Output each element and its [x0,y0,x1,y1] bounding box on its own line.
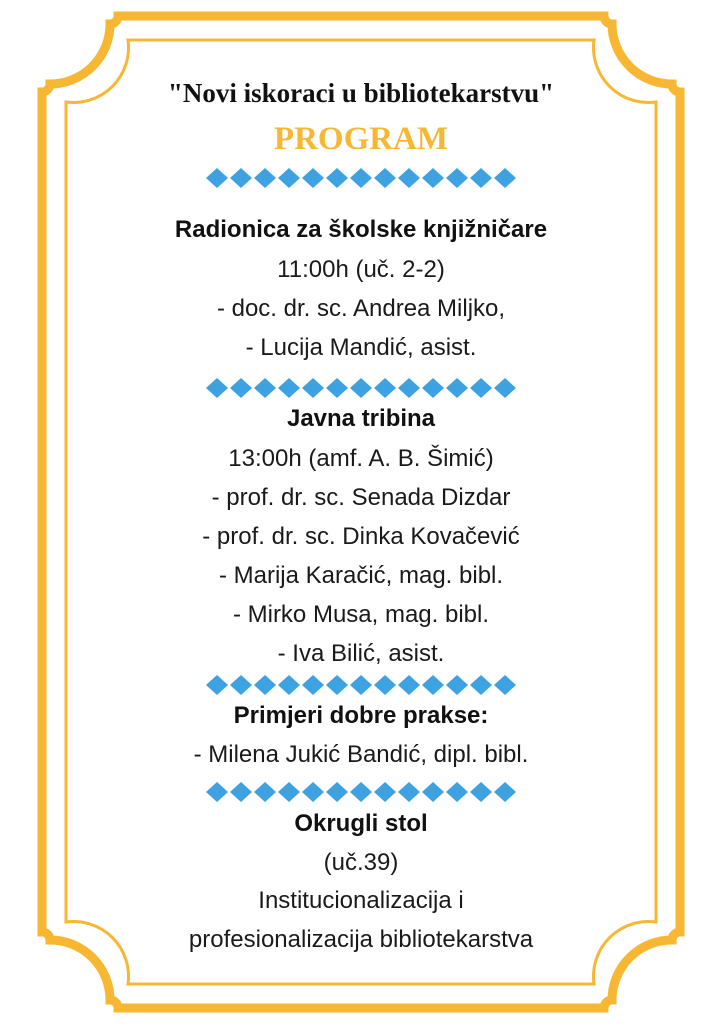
diamond-icon [350,378,372,398]
diamond-icon [326,168,348,188]
diamond-icon [278,168,300,188]
diamond-icon [230,168,252,188]
diamond-icon [326,378,348,398]
diamond-icon [206,168,228,188]
diamond-separator [0,377,722,399]
diamond-icon [374,168,396,188]
diamond-icon [470,378,492,398]
event-title: "Novi iskoraci u bibliotekarstvu" [167,78,555,108]
diamond-icon [254,378,276,398]
diamond-icon [398,168,420,188]
diamond-icon [206,378,228,398]
diamond-icon [422,168,444,188]
diamond-icon [446,782,468,802]
section-line: 11:00h (uč. 2-2) [277,256,445,283]
diamond-icon [422,782,444,802]
diamond-icon [278,782,300,802]
section-line: - prof. dr. sc. Senada Dizdar [211,484,511,511]
diamond-icon [398,782,420,802]
diamond-icon [470,675,492,695]
diamond-icon [374,782,396,802]
section-heading: Okrugli stol [294,810,428,837]
diamond-row [206,781,516,803]
diamond-icon [254,168,276,188]
diamond-icon [494,168,516,188]
diamond-icon [470,782,492,802]
diamond-row [206,377,516,399]
diamond-icon [302,675,324,695]
diamond-icon [206,675,228,695]
diamond-icon [350,168,372,188]
diamond-icon [230,378,252,398]
diamond-icon [350,675,372,695]
diamond-icon [422,378,444,398]
diamond-icon [470,168,492,188]
diamond-icon [350,782,372,802]
diamond-icon [446,378,468,398]
diamond-icon [278,378,300,398]
section-line: - Lucija Mandić, asist. [245,334,477,361]
diamond-icon [422,675,444,695]
section-line: - Marija Karačić, mag. bibl. [218,562,504,589]
section-line: - doc. dr. sc. Andrea Miljko, [216,295,506,322]
section-line: (uč.39) [323,849,399,876]
section-line: profesionalizacija bibliotekarstva [188,926,534,953]
section-line: - prof. dr. sc. Dinka Kovačević [202,523,520,550]
diamond-icon [254,675,276,695]
diamond-row [206,674,516,696]
section-line: - Mirko Musa, mag. bibl. [232,601,490,628]
diamond-icon [326,675,348,695]
diamond-icon [494,675,516,695]
diamond-icon [446,168,468,188]
diamond-icon [326,782,348,802]
section-heading: Javna tribina [286,405,436,432]
diamond-icon [302,782,324,802]
section-line: - Milena Jukić Bandić, dipl. bibl. [193,741,529,768]
diamond-separator [0,167,722,189]
diamond-icon [374,378,396,398]
diamond-separator [0,674,722,696]
program-heading: PROGRAM [273,121,449,157]
section-line: - Iva Bilić, asist. [277,640,445,667]
diamond-icon [494,378,516,398]
section-heading: Primjeri dobre prakse: [233,702,489,729]
diamond-row [206,167,516,189]
section-line: Institucionalizacija i [258,887,464,914]
section-heading: Radionica za školske knjižničare [174,216,548,243]
diamond-icon [206,782,228,802]
diamond-icon [398,675,420,695]
diamond-separator [0,781,722,803]
diamond-icon [302,378,324,398]
diamond-icon [278,675,300,695]
diamond-icon [302,168,324,188]
section-line: 13:00h (amf. A. B. Šimić) [228,445,494,472]
diamond-icon [398,378,420,398]
diamond-icon [254,782,276,802]
diamond-icon [230,675,252,695]
diamond-icon [230,782,252,802]
diamond-icon [494,782,516,802]
diamond-icon [374,675,396,695]
diamond-icon [446,675,468,695]
